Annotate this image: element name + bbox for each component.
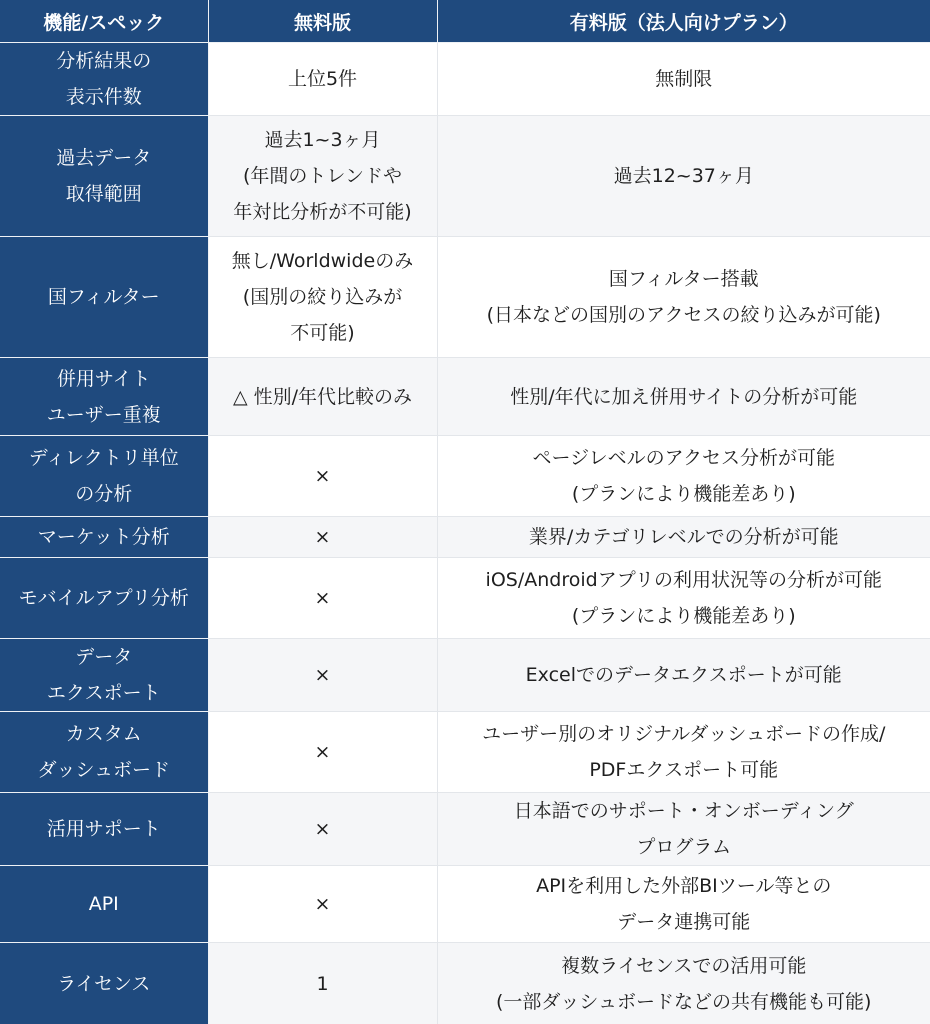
feature-cell xyxy=(0,943,208,1024)
feature-label: ディレクトリ単位 xyxy=(28,447,179,469)
free-value: × xyxy=(314,526,331,548)
paid-cell xyxy=(437,866,930,943)
table-row xyxy=(0,943,930,1024)
paid-cell xyxy=(437,436,930,517)
table-row xyxy=(0,712,930,793)
free-value: × xyxy=(314,664,331,686)
table-row xyxy=(0,793,930,866)
free-cell xyxy=(208,116,437,237)
free-value: (年間のトレンドや xyxy=(243,165,402,187)
paid-value: 業界/カテゴリレベルでの分析が可能 xyxy=(528,526,839,548)
feature-label: エクスポート xyxy=(46,682,161,704)
feature-label: 分析結果の xyxy=(56,50,152,72)
table-row xyxy=(0,558,930,639)
paid-value: 無制限 xyxy=(655,68,713,90)
feature-label: ユーザー重複 xyxy=(46,403,161,426)
feature-cell xyxy=(0,43,208,116)
free-value: × xyxy=(314,587,331,609)
free-cell xyxy=(208,712,437,793)
paid-cell xyxy=(437,43,930,116)
free-cell xyxy=(208,358,437,436)
free-value: 1 xyxy=(316,972,329,995)
feature-label: データ xyxy=(75,646,133,668)
table-row xyxy=(0,43,930,116)
free-cell xyxy=(208,866,437,943)
feature-cell xyxy=(0,358,208,436)
table-row xyxy=(0,237,930,358)
free-cell xyxy=(208,639,437,712)
feature-label: 国フィルター xyxy=(47,286,160,308)
free-value: 不可能) xyxy=(290,322,355,344)
paid-value: ユーザー別のオリジナルダッシュボードの作成/ xyxy=(482,723,886,745)
paid-value: 複数ライセンスでの活用可能 xyxy=(561,954,807,977)
feature-label: 取得範囲 xyxy=(65,183,142,205)
paid-value: 国フィルター搭載 xyxy=(608,268,759,290)
table-row xyxy=(0,517,930,558)
paid-cell xyxy=(437,237,930,358)
free-value: 年対比分析が不可能) xyxy=(233,201,412,223)
feature-label: ダッシュボード xyxy=(37,759,171,781)
free-value: × xyxy=(314,818,331,840)
free-value: 無し/Worldwideのみ xyxy=(231,250,414,272)
free-value: × xyxy=(314,741,331,763)
paid-value: APIを利用した外部BIツール等との xyxy=(536,875,832,897)
paid-cell xyxy=(437,793,930,866)
paid-cell xyxy=(437,116,930,237)
feature-label: モバイルアプリ分析 xyxy=(18,587,189,609)
feature-label: 活用サポート xyxy=(46,818,161,840)
free-value: 上位5件 xyxy=(287,68,358,90)
feature-label: の分析 xyxy=(75,483,133,505)
paid-value: (プランにより機能差あり) xyxy=(571,483,796,505)
feature-cell xyxy=(0,517,208,558)
table-row xyxy=(0,436,930,517)
free-cell xyxy=(208,237,437,358)
feature-label: 過去データ xyxy=(56,147,152,169)
feature-cell xyxy=(0,436,208,517)
header-paid-plan: 有料版（法人向けプラン） xyxy=(437,0,930,43)
paid-value: プログラム xyxy=(636,836,732,858)
paid-cell xyxy=(437,943,930,1024)
header-row xyxy=(0,0,930,43)
paid-value: 性別/年代に加え併用サイトの分析が可能 xyxy=(510,385,858,408)
feature-label: 表示件数 xyxy=(65,86,142,108)
feature-cell xyxy=(0,639,208,712)
free-value: 過去1~3ヶ月 xyxy=(264,129,381,151)
paid-value: (プランにより機能差あり) xyxy=(571,605,796,627)
paid-value: (一部ダッシュボードなどの共有機能も可能) xyxy=(496,990,872,1013)
free-value: (国別の絞り込みが xyxy=(242,286,403,308)
free-value: △ 性別/年代比較のみ xyxy=(232,385,413,408)
feature-label: 併用サイト xyxy=(56,367,151,390)
free-cell xyxy=(208,43,437,116)
header-free-plan: 無料版 xyxy=(208,0,437,43)
table-row xyxy=(0,358,930,436)
paid-value: PDFエクスポート可能 xyxy=(589,759,779,781)
paid-cell xyxy=(437,517,930,558)
paid-value: Excelでのデータエクスポートが可能 xyxy=(525,664,842,686)
free-value: × xyxy=(314,893,331,915)
feature-cell xyxy=(0,712,208,793)
paid-cell xyxy=(437,358,930,436)
header-feature: 機能/スペック xyxy=(0,0,208,43)
table-row xyxy=(0,866,930,943)
paid-value: 日本語でのサポート・オンボーディング xyxy=(513,800,854,822)
feature-cell xyxy=(0,558,208,639)
feature-cell xyxy=(0,116,208,237)
feature-label: マーケット分析 xyxy=(37,526,170,548)
free-value: × xyxy=(314,465,331,487)
paid-value: (日本などの国別のアクセスの絞り込みが可能) xyxy=(486,304,881,326)
free-cell xyxy=(208,943,437,1024)
paid-value: 過去12~37ヶ月 xyxy=(613,165,754,187)
paid-cell xyxy=(437,558,930,639)
paid-cell xyxy=(437,639,930,712)
free-cell xyxy=(208,558,437,639)
paid-value: ページレベルのアクセス分析が可能 xyxy=(532,447,836,469)
table-row xyxy=(0,116,930,237)
table-row xyxy=(0,639,930,712)
free-cell xyxy=(208,436,437,517)
paid-cell xyxy=(437,712,930,793)
free-cell xyxy=(208,517,437,558)
feature-label: ライセンス xyxy=(57,972,151,995)
free-cell xyxy=(208,793,437,866)
paid-value: iOS/Androidアプリの利用状況等の分析が可能 xyxy=(485,569,882,591)
feature-cell xyxy=(0,866,208,943)
feature-label: API xyxy=(88,893,119,915)
feature-cell xyxy=(0,237,208,358)
paid-value: データ連携可能 xyxy=(617,911,751,933)
feature-label: カスタム xyxy=(65,723,142,745)
feature-cell xyxy=(0,793,208,866)
